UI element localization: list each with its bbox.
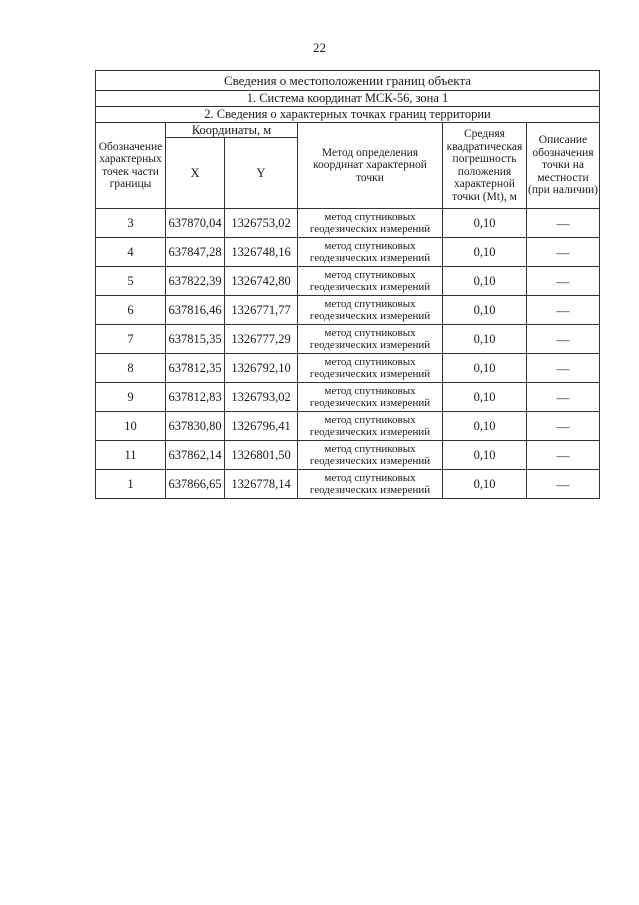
x-coordinate-cell: 637870,04 bbox=[166, 209, 225, 238]
point-cell: 7 bbox=[96, 325, 166, 354]
description-cell: — bbox=[527, 325, 600, 354]
header-error: Средняя квадратическая погрешность положения характерной точки (Mt), м bbox=[443, 123, 527, 209]
header-y: Y bbox=[225, 138, 298, 209]
boundary-coordinates-table bbox=[95, 70, 600, 499]
description-cell: — bbox=[527, 383, 600, 412]
error-cell: 0,10 bbox=[443, 325, 527, 354]
method-cell: метод спутниковых геодезических измерений bbox=[298, 209, 443, 238]
method-cell: метод спутниковых геодезических измерений bbox=[298, 354, 443, 383]
point-cell: 4 bbox=[96, 238, 166, 267]
y-coordinate-cell: 1326742,80 bbox=[225, 267, 298, 296]
point-cell: 5 bbox=[96, 267, 166, 296]
table-row bbox=[96, 209, 600, 238]
y-coordinate-cell: 1326801,50 bbox=[225, 441, 298, 470]
x-coordinate-cell: 637816,46 bbox=[166, 296, 225, 325]
error-cell: 0,10 bbox=[443, 238, 527, 267]
table-row bbox=[96, 267, 600, 296]
point-cell: 10 bbox=[96, 412, 166, 441]
header-point: Обозначение характерных точек части границы bbox=[96, 123, 166, 209]
header-coordinates: Координаты, м bbox=[166, 123, 298, 138]
table-row bbox=[96, 354, 600, 383]
method-cell: метод спутниковых геодезических измерений bbox=[298, 238, 443, 267]
point-cell: 1 bbox=[96, 470, 166, 499]
error-cell: 0,10 bbox=[443, 412, 527, 441]
error-cell: 0,10 bbox=[443, 296, 527, 325]
x-coordinate-cell: 637830,80 bbox=[166, 412, 225, 441]
method-cell: метод спутниковых геодезических измерений bbox=[298, 441, 443, 470]
x-coordinate-cell: 637822,39 bbox=[166, 267, 225, 296]
description-cell: — bbox=[527, 412, 600, 441]
point-cell: 6 bbox=[96, 296, 166, 325]
y-coordinate-cell: 1326796,41 bbox=[225, 412, 298, 441]
x-coordinate-cell: 637812,35 bbox=[166, 354, 225, 383]
point-cell: 3 bbox=[96, 209, 166, 238]
point-cell: 9 bbox=[96, 383, 166, 412]
y-coordinate-cell: 1326753,02 bbox=[225, 209, 298, 238]
header-description: Описание обозначения точки на местности (при наличии) bbox=[527, 123, 600, 209]
header-method: Метод определения координат характерной точки bbox=[298, 123, 443, 209]
error-cell: 0,10 bbox=[443, 470, 527, 499]
error-cell: 0,10 bbox=[443, 267, 527, 296]
table-row bbox=[96, 238, 600, 267]
description-cell: — bbox=[527, 267, 600, 296]
error-cell: 0,10 bbox=[443, 354, 527, 383]
page-number: 22 bbox=[313, 40, 326, 55]
table-row bbox=[96, 296, 600, 325]
error-cell: 0,10 bbox=[443, 441, 527, 470]
table-row bbox=[96, 325, 600, 354]
y-coordinate-cell: 1326793,02 bbox=[225, 383, 298, 412]
description-cell: — bbox=[527, 441, 600, 470]
x-coordinate-cell: 637862,14 bbox=[166, 441, 225, 470]
description-cell: — bbox=[527, 470, 600, 499]
table-row bbox=[96, 412, 600, 441]
y-coordinate-cell: 1326748,16 bbox=[225, 238, 298, 267]
point-cell: 8 bbox=[96, 354, 166, 383]
x-coordinate-cell: 637847,28 bbox=[166, 238, 225, 267]
description-cell: — bbox=[527, 209, 600, 238]
y-coordinate-cell: 1326777,29 bbox=[225, 325, 298, 354]
table-row bbox=[96, 383, 600, 412]
error-cell: 0,10 bbox=[443, 383, 527, 412]
method-cell: метод спутниковых геодезических измерений bbox=[298, 296, 443, 325]
points-section-label: 2. Сведения о характерных точках границ территории bbox=[96, 107, 600, 123]
x-coordinate-cell: 637815,35 bbox=[166, 325, 225, 354]
header-x: X bbox=[166, 138, 225, 209]
method-cell: метод спутниковых геодезических измерений bbox=[298, 412, 443, 441]
description-cell: — bbox=[527, 354, 600, 383]
method-cell: метод спутниковых геодезических измерений bbox=[298, 383, 443, 412]
table-row bbox=[96, 441, 600, 470]
y-coordinate-cell: 1326778,14 bbox=[225, 470, 298, 499]
method-cell: метод спутниковых геодезических измерений bbox=[298, 325, 443, 354]
table-title: Сведения о местоположении границ объекта bbox=[96, 71, 600, 91]
header-row-top bbox=[96, 123, 600, 138]
description-cell: — bbox=[527, 296, 600, 325]
y-coordinate-cell: 1326771,77 bbox=[225, 296, 298, 325]
error-cell: 0,10 bbox=[443, 209, 527, 238]
table-title-row bbox=[96, 71, 600, 91]
coordinate-system-label: 1. Система координат МСК-56, зона 1 bbox=[96, 91, 600, 107]
method-cell: метод спутниковых геодезических измерений bbox=[298, 267, 443, 296]
coordinate-system-row bbox=[96, 91, 600, 107]
point-cell: 11 bbox=[96, 441, 166, 470]
x-coordinate-cell: 637866,65 bbox=[166, 470, 225, 499]
description-cell: — bbox=[527, 238, 600, 267]
x-coordinate-cell: 637812,83 bbox=[166, 383, 225, 412]
y-coordinate-cell: 1326792,10 bbox=[225, 354, 298, 383]
points-section-row bbox=[96, 107, 600, 123]
table-row bbox=[96, 470, 600, 499]
method-cell: метод спутниковых геодезических измерений bbox=[298, 470, 443, 499]
